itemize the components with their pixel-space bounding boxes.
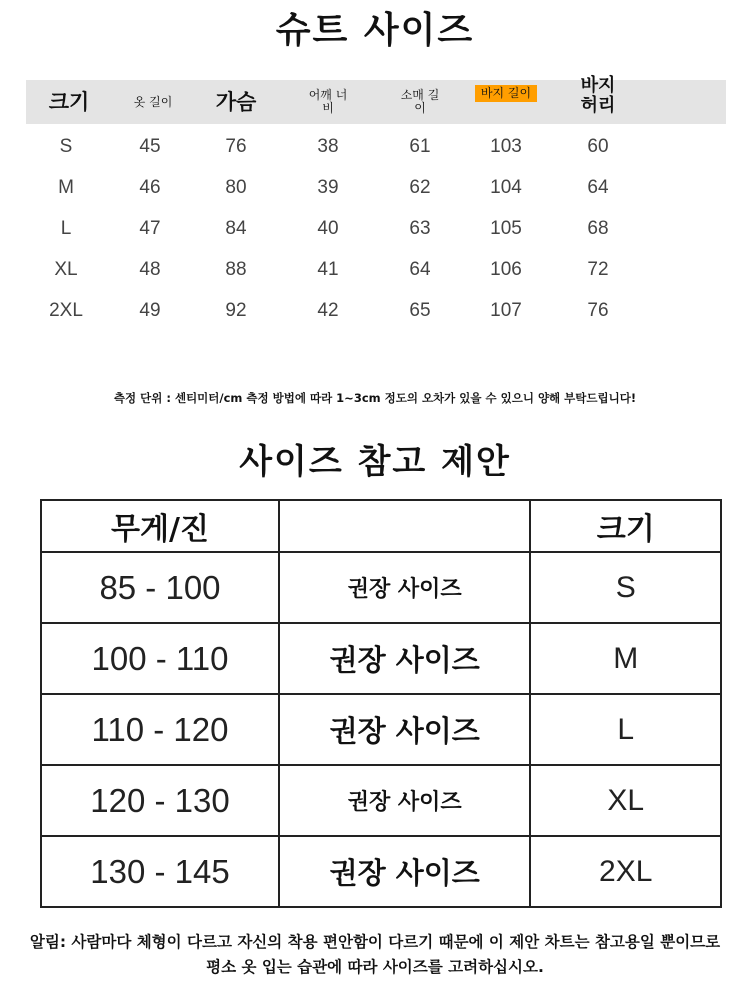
measurement-cell: 105 bbox=[490, 218, 522, 239]
weight-range: 120 - 130 bbox=[41, 765, 279, 836]
measurement-cell: 92 bbox=[225, 300, 247, 321]
weight-range: 130 - 145 bbox=[41, 836, 279, 907]
measurement-cell: 60 bbox=[587, 136, 609, 157]
header-shoulder: 어깨 너비 bbox=[308, 88, 348, 115]
measurement-cell: 107 bbox=[490, 300, 522, 321]
size-recommendation-table bbox=[40, 499, 722, 908]
size-label-cell: XL bbox=[54, 259, 78, 280]
size-label-cell: L bbox=[60, 218, 72, 239]
measurement-cell: 84 bbox=[225, 218, 247, 239]
measurement-cell: 104 bbox=[490, 177, 522, 198]
ref-title: 사이즈 참고 제안 bbox=[239, 442, 511, 482]
measurement-cell: 88 bbox=[225, 259, 247, 280]
recommend-label: 권장 사이즈 bbox=[279, 765, 531, 836]
recommended-size: S bbox=[530, 552, 721, 623]
table-row bbox=[41, 623, 721, 694]
measurement-cell: 45 bbox=[139, 136, 161, 157]
table-header-row bbox=[41, 500, 721, 552]
table-row bbox=[41, 836, 721, 907]
measurement-cell: 76 bbox=[225, 136, 247, 157]
measurement-cell: 38 bbox=[317, 136, 339, 157]
measurement-cell: 68 bbox=[587, 218, 609, 239]
page-title: 슈트 사이즈 bbox=[275, 10, 475, 51]
header-size: 크기 bbox=[48, 90, 90, 114]
measurement-cell: 42 bbox=[317, 300, 339, 321]
recommend-label: 권장 사이즈 bbox=[279, 623, 531, 694]
measurement-cell: 61 bbox=[409, 136, 431, 157]
size-label-cell: M bbox=[58, 177, 74, 198]
measurement-cell: 47 bbox=[139, 218, 161, 239]
measurement-cell: 64 bbox=[409, 259, 431, 280]
measure-note: 측정 단위 : 센티미터/cm 측정 방법에 따라 1~3cm 정도의 오차가 있을 수 있으니 양해 부탁드립니다! bbox=[113, 391, 637, 405]
measurement-cell: 46 bbox=[139, 177, 161, 198]
measurement-cell: 63 bbox=[409, 218, 431, 239]
header-recommended-size: 크기 bbox=[530, 500, 721, 552]
weight-range: 110 - 120 bbox=[41, 694, 279, 765]
size-label-cell: S bbox=[59, 136, 73, 157]
measurement-cell: 40 bbox=[317, 218, 339, 239]
recommend-label: 권장 사이즈 bbox=[279, 552, 531, 623]
recommended-size: M bbox=[530, 623, 721, 694]
footer-note: 알림: 사람마다 체형이 다르고 자신의 착용 편안함이 다르기 때문에 이 제안 차트는 참고용일 뿐이므로 평소 옷 입는 습관에 따라 사이즈를 고려하십시오. bbox=[29, 933, 721, 976]
size-label-cell: 2XL bbox=[49, 300, 83, 321]
measurement-cell: 103 bbox=[490, 136, 522, 157]
header-middle bbox=[279, 500, 531, 552]
recommended-size: L bbox=[530, 694, 721, 765]
measurement-cell: 106 bbox=[490, 259, 522, 280]
measurement-cell: 76 bbox=[587, 300, 609, 321]
measurement-cell: 80 bbox=[225, 177, 247, 198]
recommended-size: 2XL bbox=[530, 836, 721, 907]
table-row bbox=[41, 765, 721, 836]
weight-range: 100 - 110 bbox=[41, 623, 279, 694]
measurement-cell: 64 bbox=[587, 177, 609, 198]
recommend-label: 권장 사이즈 bbox=[279, 836, 531, 907]
measurement-cell: 48 bbox=[139, 259, 161, 280]
table-row bbox=[41, 552, 721, 623]
measurement-cell: 65 bbox=[409, 300, 431, 321]
header-chest: 가슴 bbox=[215, 90, 257, 114]
header-pants-waist: 바지 허리 bbox=[580, 75, 616, 116]
recommend-label: 권장 사이즈 bbox=[279, 694, 531, 765]
header-pants-length: 바지 길이 bbox=[475, 85, 537, 102]
table-row bbox=[41, 694, 721, 765]
measurement-cell: 39 bbox=[317, 177, 339, 198]
measurement-cell: 41 bbox=[317, 259, 339, 280]
header-sleeve: 소매 길이 bbox=[400, 88, 440, 115]
header-weight: 무게/진 bbox=[41, 500, 279, 552]
measurement-cell: 72 bbox=[587, 259, 609, 280]
weight-range: 85 - 100 bbox=[41, 552, 279, 623]
header-length: 옷 길이 bbox=[133, 95, 173, 109]
measurement-cell: 49 bbox=[139, 300, 161, 321]
measurement-cell: 62 bbox=[409, 177, 431, 198]
size-table-header bbox=[26, 75, 726, 124]
recommended-size: XL bbox=[530, 765, 721, 836]
